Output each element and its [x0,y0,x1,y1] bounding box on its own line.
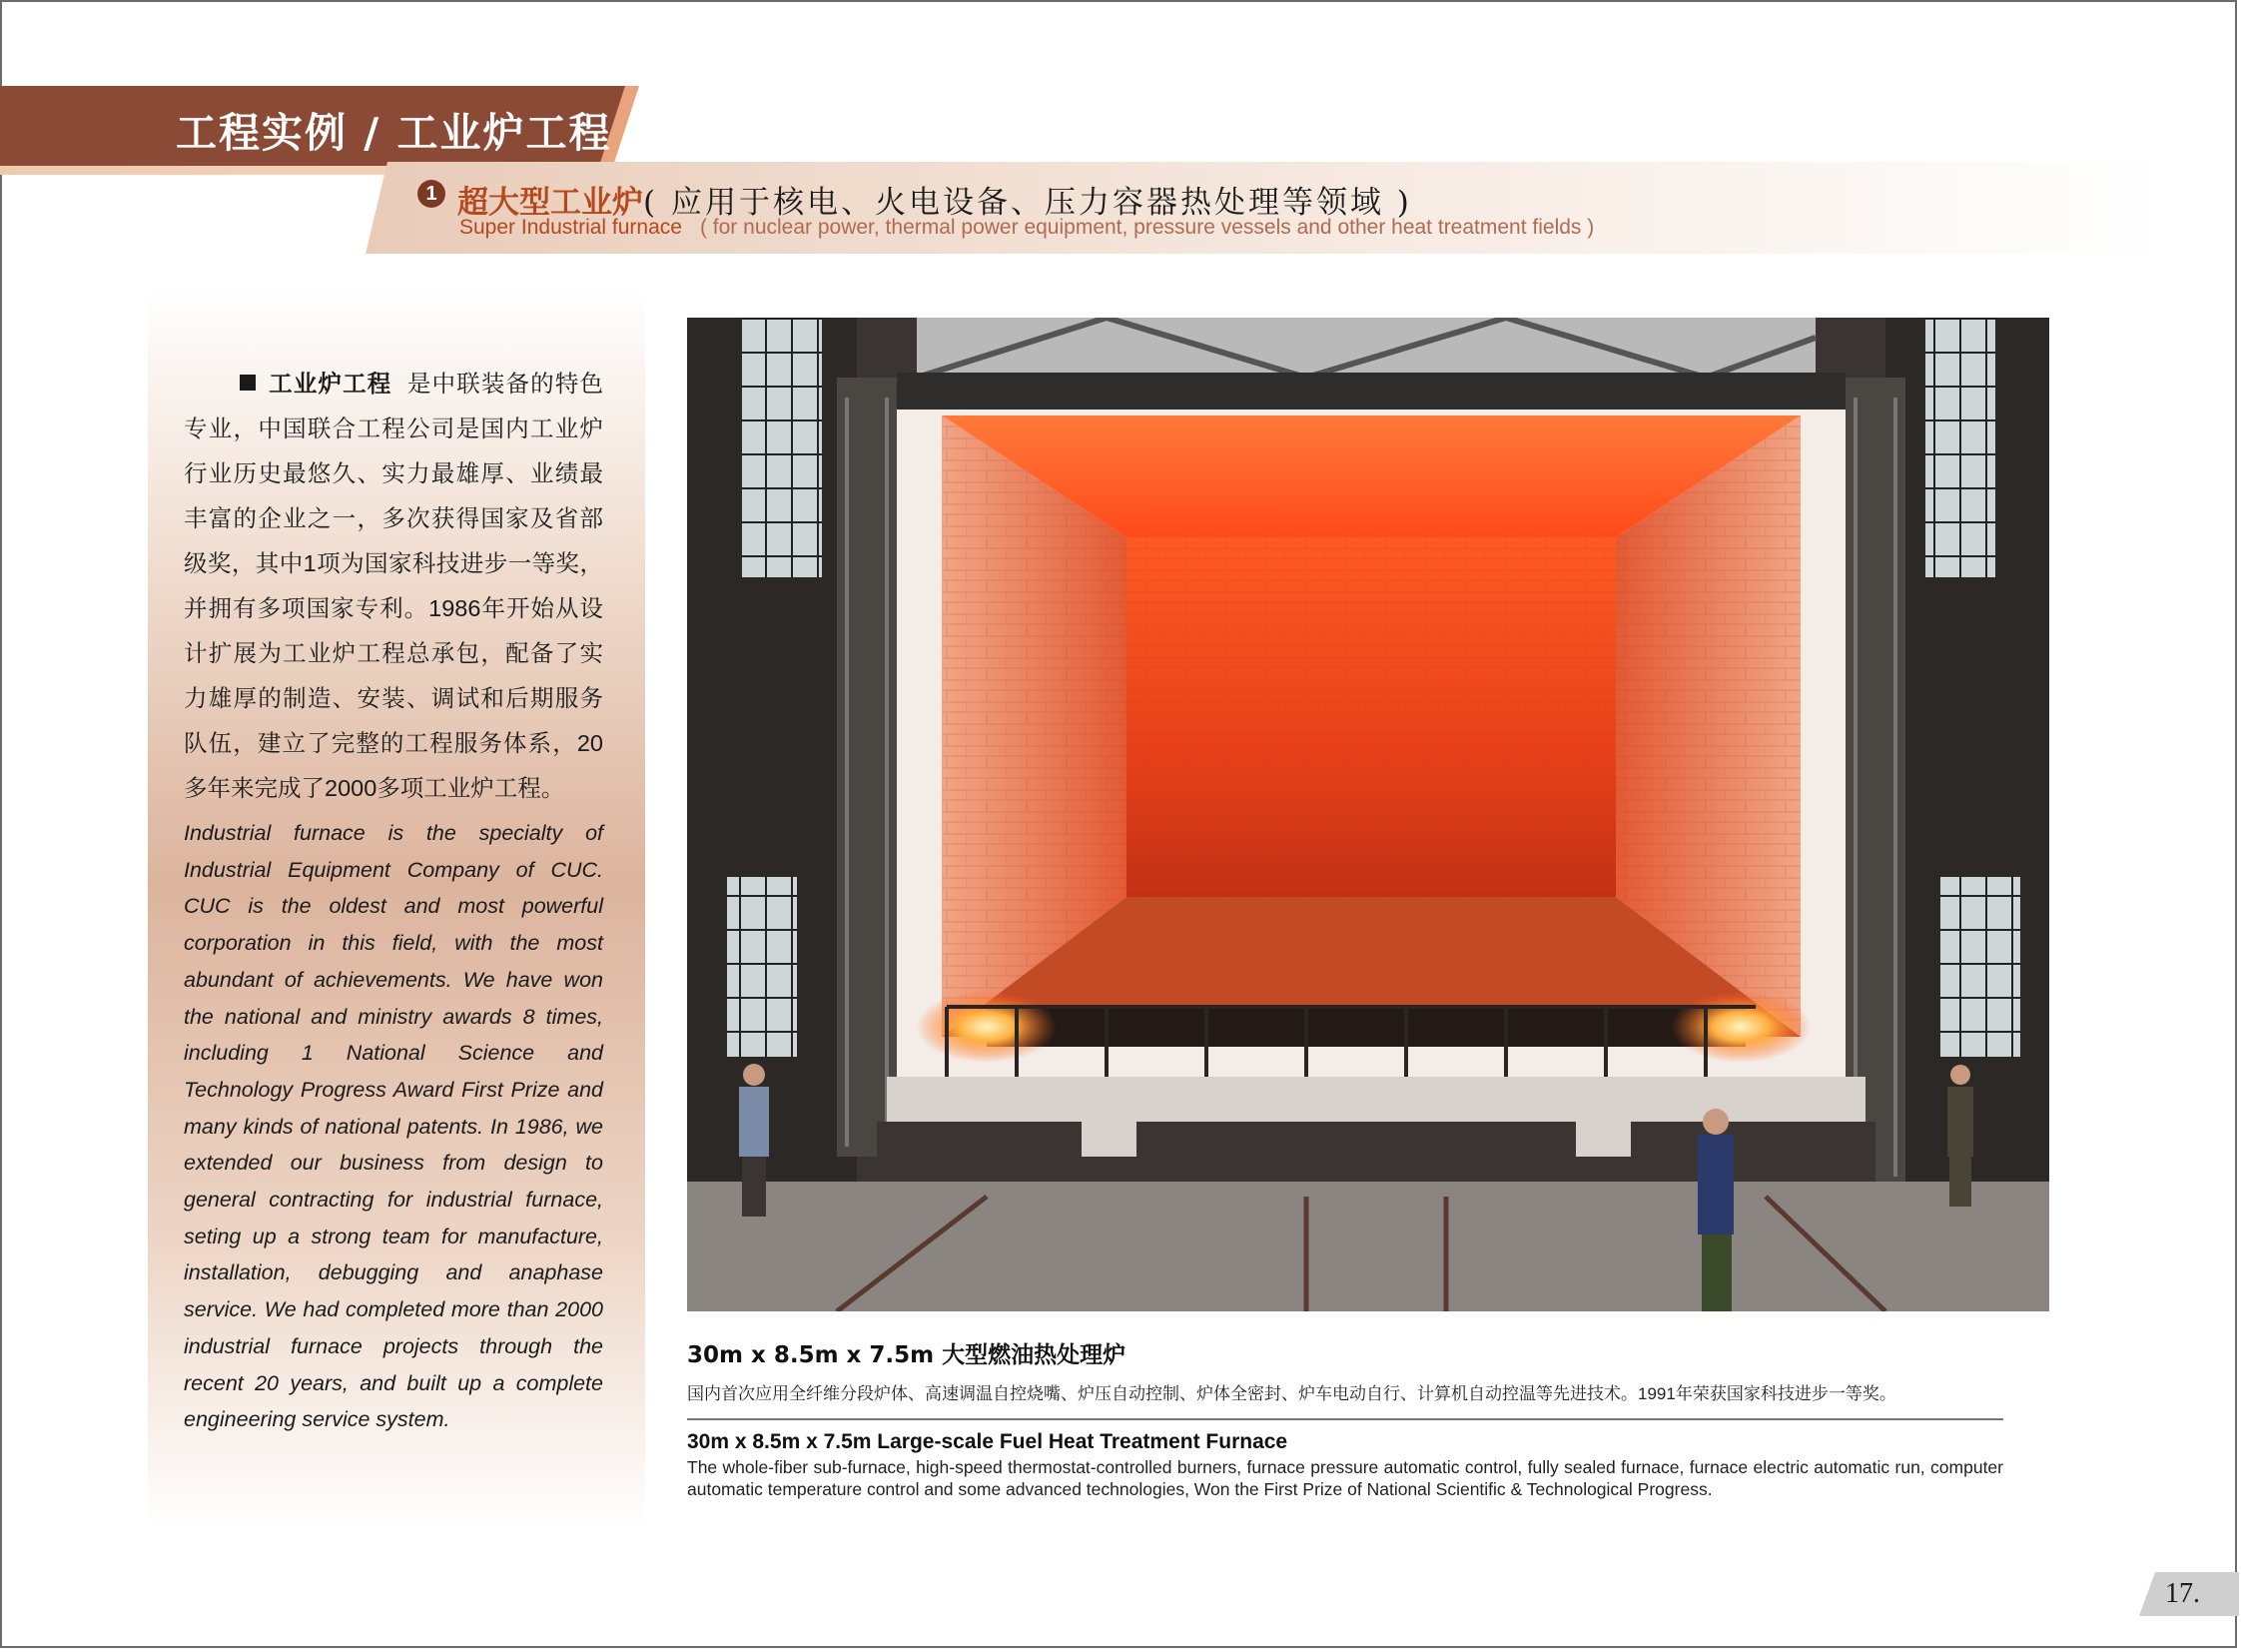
caption-title-en: 30m x 8.5m x 7.5m Large-scale Fuel Heat Treatment Furnace [687,1430,1288,1453]
caption-desc-cn: 国内首次应用全纤维分段炉体、高速调温自控烧嘴、炉压自动控制、炉体全密封、炉车电动自行、计算机自动控温等先进技术。1991年荣获国家科技进步一等奖。 [687,1384,1896,1403]
subheading-en-title: Super Industrial furnace [459,216,682,239]
subheading-en [459,216,1594,240]
page-number: 17. [2165,1578,2200,1609]
intro-cn-paragraph [184,362,603,811]
subheading-en-rest: ( for nuclear power, thermal power equipment, pressure vessels and other heat treatment fields ) [699,216,1595,239]
subheading-cn-highlight: 超大型工业炉 [457,185,643,221]
intro-cn-body: 是中联装备的特色专业，中国联合工程公司是国内工业炉行业历史最悠久、实力最雄厚、业绩最丰富的企业之一，多次获得国家及省部级奖，其中1项为国家科技进步一等奖，并拥有多项国家专利。1986年开始从设计扩展为工业炉工程总承包，配备了实力雄厚的制造、安装、调试和后期服务队伍，建立了完整的工程服务体系，20多年来完成了2000多项工业炉工程。 [184,371,604,801]
bullet-square-icon [240,375,256,391]
subheading-cn-rest: ( 应用于核电、火电设备、压力容器热处理等领域 ) [643,185,1412,221]
intro-cn-lead: 工业炉工程 [268,371,392,397]
intro-en-paragraph: Industrial furnace is the specialty of Industrial Equipment Company of CUC. CUC is the oldest and most powerful corporation in this field, with the most abundant of achievements. We have won the national and ministry awards 8 times, including 1 National Science and Technology Progress Award First Prize and many kinds of national patents. In 1986, we extended our business from design to general contracting for industrial furnace, seting up a strong team for manufacture, installation, debugging and anaphase service. We had completed more than 2000 industrial furnace projects through the recent 20 years, and built up a complete engineering service system. [184,821,603,1432]
furnace-photo [687,318,2049,1311]
caption-title-cn: 30m x 8.5m x 7.5m 大型燃油热处理炉 [687,1342,1126,1368]
intro-text [184,362,603,1438]
item-number-badge: 1 [417,180,445,208]
section-title: 工程实例 / 工业炉工程 [176,109,612,157]
furnace-illustration [687,318,2049,1311]
photo-caption [687,1336,2003,1500]
caption-divider [687,1418,2003,1420]
caption-desc-en: The whole-fiber sub-furnace, high-speed thermostat-controlled burners, furnace pressure automatic control, fully sealed furnace, furnace electric automatic run, computer automatic temperature control and some advanced technologies, Won the First Prize of National Scientific & Technological Progress. [687,1457,2003,1499]
